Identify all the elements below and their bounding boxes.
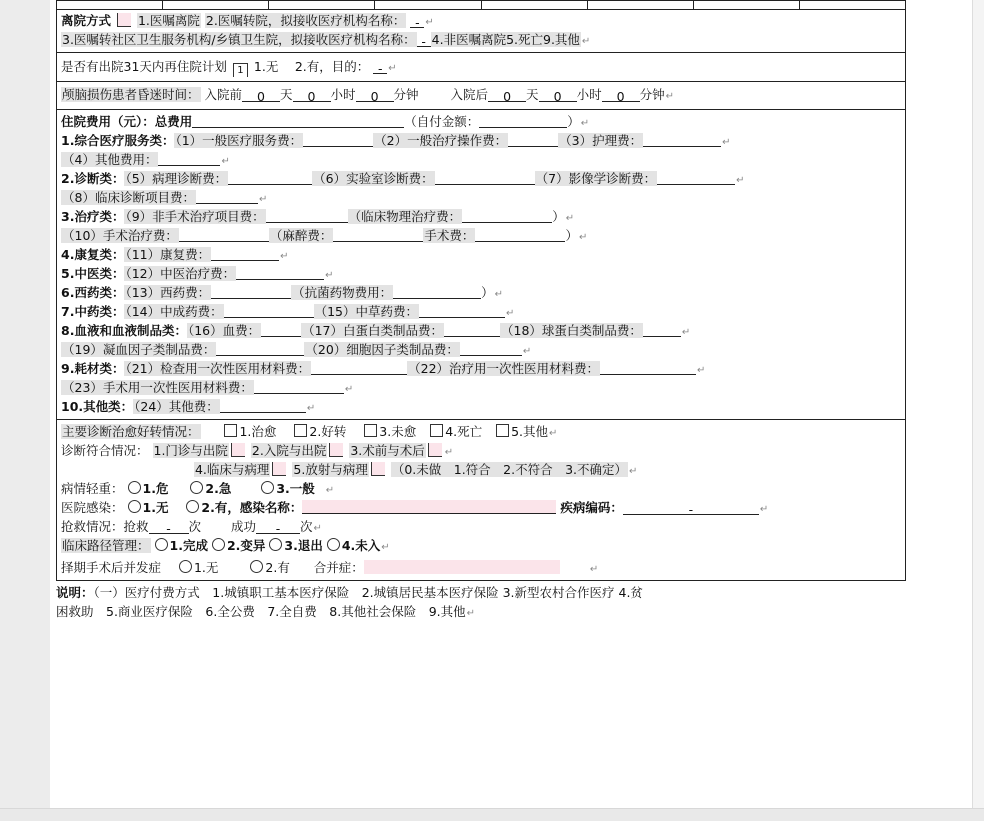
anesthesia-label: （麻醉费： [269,228,333,243]
rehab-label: （11）康复费： [125,247,211,262]
readmission-section: 是否有出院31天内再住院计划 1 1.无 2.有，目的： - ↵ [56,53,906,82]
physio-field[interactable] [462,209,552,223]
notes-section: 说明：（一）医疗付费方式 1.城镇职工基本医疗保险 2.城镇居民基本医疗保险 3.新型农村合作医疗 4.贫 困救助 5.商业医疗保险 6.全公费 7.全自费 8.其他社会保险 9.其他↵ [56,585,643,619]
surgery-treatment-field[interactable] [179,228,269,242]
hospital-costs-section: 住院费用（元）：总费用 （自付金额： ）↵ 1.综合医疗服务类：（1）一般医疗服务费： （2）一般治疗操作费： （3）护理费： ↵ （4）其他费用： ↵ 2.诊断类：（5）病理诊断费： （6）实验室诊断费： （7）影像学诊断费： ↵ （8）临床诊断项目费： ↵ 3.治疗类：（9）非手术治疗项目费： （临床物理治疗费： ）↵ （10）手术治疗费： （麻醉费： 手术费： ）↵ 4.康复类：（11）康复费： ↵ 5.中医类：（12）中医治疗费： ↵ 6.西药类：（13）西药费： （抗菌药物费用： ）↵ 7.中药类：（14）中成药费： （15）中草药费： ↵ 8.血液和血液制品类：（16）血费： （17）白蛋白类制品费： （18）球蛋白类制品费： ↵ （19）凝血因子类制品费： （20）细胞因子类制品费： ↵ 9.耗材类：（21）检查用一次性医用材料费： （22）治疗用一次性医用材料费： ↵ （23）手术用一次性医用材料费： ↵ 10.其他类：（24）其他费： ↵ [56,110,906,420]
match-label: 诊断符合情况： [61,443,149,458]
coma-minute-unit: 分钟 [393,87,419,102]
cat8-title: 8.血液和血液制品类： [61,323,187,338]
coma-minute-unit-2: 分钟 [639,87,665,102]
herbal-medicine-field[interactable] [419,304,505,318]
community-hospital-field[interactable]: - [417,33,431,47]
imaging-label: （7）影像学诊断费： [535,171,657,186]
severity-opt-normal[interactable]: 3.一般 [261,481,314,496]
radio-icon [186,500,199,513]
coma-time-section: 颅脑损伤患者昏迷时间： 入院前 0 天 0 小时 0 分钟 入院后 0 天 0 小时 0 分钟↵ [56,82,906,110]
self-pay-label: （自付金额： [404,114,480,129]
outcome-opt-other[interactable]: 5.其他 [496,424,548,439]
match-radiology-label: 5.放射与病理 [293,462,368,477]
cytokine-label: （20）细胞因子类制品费： [305,342,459,357]
clinical-diagnosis-label: （8）临床诊断项目费： [62,190,195,205]
rescue-times-unit: 次 [188,519,202,534]
cytokine-field[interactable] [460,342,522,356]
radio-icon [155,538,168,551]
coma-hour-unit-2: 小时 [576,87,602,102]
total-cost-field[interactable] [192,114,404,128]
exam-material-label: （21）检查用一次性医用材料费： [125,361,311,376]
albumin-label: （17）白蛋白类制品费： [302,323,444,338]
discharge-method-section: 离院方式 1.医嘱离院 2.医嘱转院，拟接收医疗机构名称： - ↵ 3.医嘱转社区卫生服务机构/乡镇卫生院，拟接收医疗机构名称： - 4.非医嘱离院5.死亡9.其他 ↵ [56,9,906,53]
discharge-opt3: 3.医嘱转社区卫生服务机构/乡镇卫生院，拟接收医疗机构名称： [62,32,416,47]
match-radiology-box[interactable] [371,462,385,476]
outcome-opt-not-cured[interactable]: 3.未愈 [364,424,416,439]
medical-record-form [56,0,906,621]
albumin-field[interactable] [444,323,500,337]
rescue-success-field[interactable]: - [256,520,300,534]
patent-medicine-label: （14）中成药费： [125,304,223,319]
western-drug-label: （13）西药费： [125,285,211,300]
horizontal-scrollbar[interactable] [0,808,984,821]
checkbox-icon [364,424,377,437]
self-pay-field[interactable] [479,114,567,128]
coma-after-hour[interactable]: 0 [539,88,577,102]
radio-icon [212,538,225,551]
antibiotic-field[interactable] [393,285,481,299]
match-outpatient-label: 1.门诊与出院 [153,443,228,458]
rehab-field[interactable] [211,247,279,261]
blood-field[interactable] [261,323,301,337]
rescue-success-unit: 次 [300,519,313,534]
non-surgical-field[interactable] [266,209,348,223]
coma-label: 颅脑损伤患者昏迷时间： [62,87,200,102]
coagulation-label: （19）凝血因子类制品费： [62,342,216,357]
checkbox-icon [224,424,237,437]
surgery-fee-end: ） [565,228,578,243]
severity-label: 病情轻重： [61,481,124,496]
rescue-success-label: 成功 [231,519,257,534]
treat-material-field[interactable] [600,361,696,375]
antibiotic-label: （抗菌药物费用： [292,285,393,300]
checkbox-icon [294,424,307,437]
document-page [50,0,973,821]
coma-after-minute[interactable]: 0 [602,88,640,102]
physio-label: （临床物理治疗费： [348,209,462,224]
pathology-field[interactable] [228,171,312,185]
radio-icon [269,538,282,551]
anesthesia-field[interactable] [333,228,423,242]
non-surgical-label: （9）非手术治疗项目费： [125,209,265,224]
notes-label: 说明： [56,585,94,600]
match-preop-label: 3.术前与术后 [350,443,425,458]
pathway-label: 临床路径管理： [62,538,150,553]
costs-title: 住院费用（元）：总费用 [61,114,193,129]
disease-code-label: 疾病编码： [560,500,623,515]
rescue-label: 抢救情况：抢救 [61,519,149,534]
imaging-field[interactable] [657,171,735,185]
discharge-opt4: 4.非医嘱离院5.死亡9.其他 [431,32,580,47]
infection-name-label: 感染名称： [239,500,303,515]
lab-diagnosis-field[interactable] [435,171,535,185]
radio-icon [261,481,274,494]
complication-label: 择期手术后并发症 [61,560,162,575]
outcome-label: 主要诊断治愈好转情况： [62,424,200,439]
other-cost-field[interactable] [158,152,220,166]
other-cost-label: （4）其他费用： [62,152,158,167]
cat10-title: 10.其他类： [61,399,134,414]
coma-before-minute[interactable]: 0 [356,88,394,102]
readmission-opt1: 1.无 [253,59,279,74]
other-fee-field[interactable] [220,399,306,413]
pathology-label: （5）病理诊断费： [125,171,228,186]
tcm-treatment-field[interactable] [236,266,324,280]
coma-hour-unit: 小时 [330,87,356,102]
cat7-title: 7.中药类： [61,304,125,319]
checkbox-icon [496,424,509,437]
cat2-title: 2.诊断类： [61,171,125,186]
discharge-method-box[interactable] [117,13,131,27]
coma-before-day[interactable]: 0 [242,88,280,102]
outcome-opt-cured[interactable]: 1.治愈 [224,424,276,439]
infection-name-field[interactable] [302,500,556,514]
match-legend: （0.未做 1.符合 2.不符合 3.不确定） [391,462,628,477]
nursing-label: （3）护理费： [559,133,643,148]
readmission-purpose-field[interactable]: - [373,60,387,74]
coma-day-unit: 天 [280,87,293,102]
discharge-opt2: 2.医嘱转院，拟接收医疗机构名称： [205,13,406,28]
general-service-label: （1）一般医疗服务费： [175,133,303,148]
radio-icon [327,538,340,551]
tcm-treatment-label: （12）中医治疗费： [125,266,236,281]
complication-opt-yes[interactable]: 2.有 [250,560,289,575]
severity-opt-critical[interactable]: 1.危 [128,481,169,496]
radio-icon [190,481,203,494]
table-top-fragment [56,0,906,9]
match-pathology-box[interactable] [272,462,286,476]
coma-before-label: 入院前 [204,87,243,102]
readmission-opt2: 2.有，目的： [294,59,370,74]
antibiotic-end: ） [481,285,494,300]
radio-icon [128,481,141,494]
outcome-opt-improved[interactable]: 2.好转 [294,424,346,439]
infection-label: 医院感染： [61,500,124,515]
globulin-label: （18）球蛋白类制品费： [501,323,642,338]
general-treatment-label: （2）一般治疗操作费： [374,133,508,148]
self-pay-end: ） [567,114,580,129]
match-admission-label: 2.入院与出院 [251,443,327,458]
coma-after-day[interactable]: 0 [488,88,526,102]
surgery-material-label: （23）手术用一次性医用材料费： [62,380,253,395]
scrollbar-track[interactable] [972,0,984,821]
match-pathology-label: 4.临床与病理 [194,462,270,477]
surgery-treatment-label: （10）手术治疗费： [62,228,178,243]
outcome-section: 主要诊断治愈好转情况： 1.治愈 2.好转 3.未愈 4.死亡 5.其他↵ 诊断符合情况： 1.门诊与出院 2.入院与出院 3.术前与术后 ↵ 4.临床与病理 5.放射与病理 （0.未做 1.符合 2.不符合 3.不确定） ↵ 病情轻重： 1.危 2.急 3.一般 ↵ 医院感染： 1.无 2.有，感染名称： 疾病编码： - ↵ 抢救情况：抢救 - 次 成功 - 次↵ 临床路径管理： 1.完成 2.变异 3.退出 4.未入↵ 择期手术后并发症 1.无 2.有 合并症： ↵ [56,420,906,581]
radio-icon [179,560,192,573]
infection-opt-yes[interactable]: 2.有， [186,500,239,515]
other-fee-label: （24）其他费： [134,399,219,414]
globulin-field[interactable] [643,323,681,337]
western-drug-field[interactable] [211,285,291,299]
rescue-count-field[interactable]: - [149,520,189,534]
pathway-opt-complete[interactable]: 1.完成 [155,538,208,553]
infection-opt-no[interactable]: 1.无 [128,500,169,515]
match-preop-box[interactable] [428,443,442,457]
coma-before-hour[interactable]: 0 [293,88,331,102]
cat5-title: 5.中医类： [61,266,125,281]
discharge-method-label: 离院方式 [61,13,112,28]
herbal-medicine-label: （15）中草药费： [314,304,419,319]
pathway-opt-none[interactable]: 4.未入 [327,538,380,553]
coma-day-unit-2: 天 [526,87,539,102]
exam-material-field[interactable] [311,361,407,375]
surgery-material-field[interactable] [254,380,344,394]
complication-detail-label: 合并症： [313,560,364,575]
cat9-title: 9.耗材类： [61,361,125,376]
readmission-label: 是否有出院31天内再住院计划 [61,59,227,74]
blood-label: （16）血费： [187,323,261,338]
surgery-fee-label: 手术费： [424,228,475,243]
cat6-title: 6.西药类： [61,285,125,300]
radio-icon [128,500,141,513]
cat1-title: 1.综合医疗服务类： [61,133,175,148]
transfer-hospital-field[interactable]: - [410,14,424,28]
pathway-opt-variant[interactable]: 2.变异 [212,538,265,553]
checkbox-icon [430,424,443,437]
general-treatment-field[interactable] [508,133,558,147]
clinical-diagnosis-field[interactable] [196,190,258,204]
notes-line-1: （一）医疗付费方式 1.城镇职工基本医疗保险 2.城镇居民基本医疗保险 3.新型农村合作医疗 4.贫 [93,585,643,600]
notes-line-2: 困救助 5.商业医疗保险 6.全公费 7.全自费 8.其他社会保险 9.其他 [56,604,466,619]
physio-end: ） [552,209,565,224]
disease-code-field[interactable]: - [623,501,759,515]
lab-diagnosis-label: （6）实验室诊断费： [313,171,434,186]
patent-medicine-field[interactable] [224,304,314,318]
coma-after-label: 入院后 [450,87,489,102]
severity-opt-urgent[interactable]: 2.急 [190,481,231,496]
complication-detail-field[interactable] [364,560,560,574]
cat3-title: 3.治疗类： [61,209,125,224]
surgery-fee-field[interactable] [475,228,565,242]
pathway-opt-exit[interactable]: 3.退出 [269,538,322,553]
general-service-field[interactable] [303,133,373,147]
match-outpatient-box[interactable] [231,443,245,457]
discharge-opt1: 1.医嘱离院 [137,13,200,28]
complication-opt-no[interactable]: 1.无 [179,560,218,575]
outcome-opt-death[interactable]: 4.死亡 [430,424,482,439]
coagulation-field[interactable] [216,342,304,356]
cat4-title: 4.康复类： [61,247,125,262]
radio-icon [250,560,263,573]
nursing-field[interactable] [643,133,721,147]
readmission-box[interactable]: 1 [233,63,248,77]
treat-material-label: （22）治疗用一次性医用材料费： [408,361,600,376]
match-admission-box[interactable] [329,443,343,457]
